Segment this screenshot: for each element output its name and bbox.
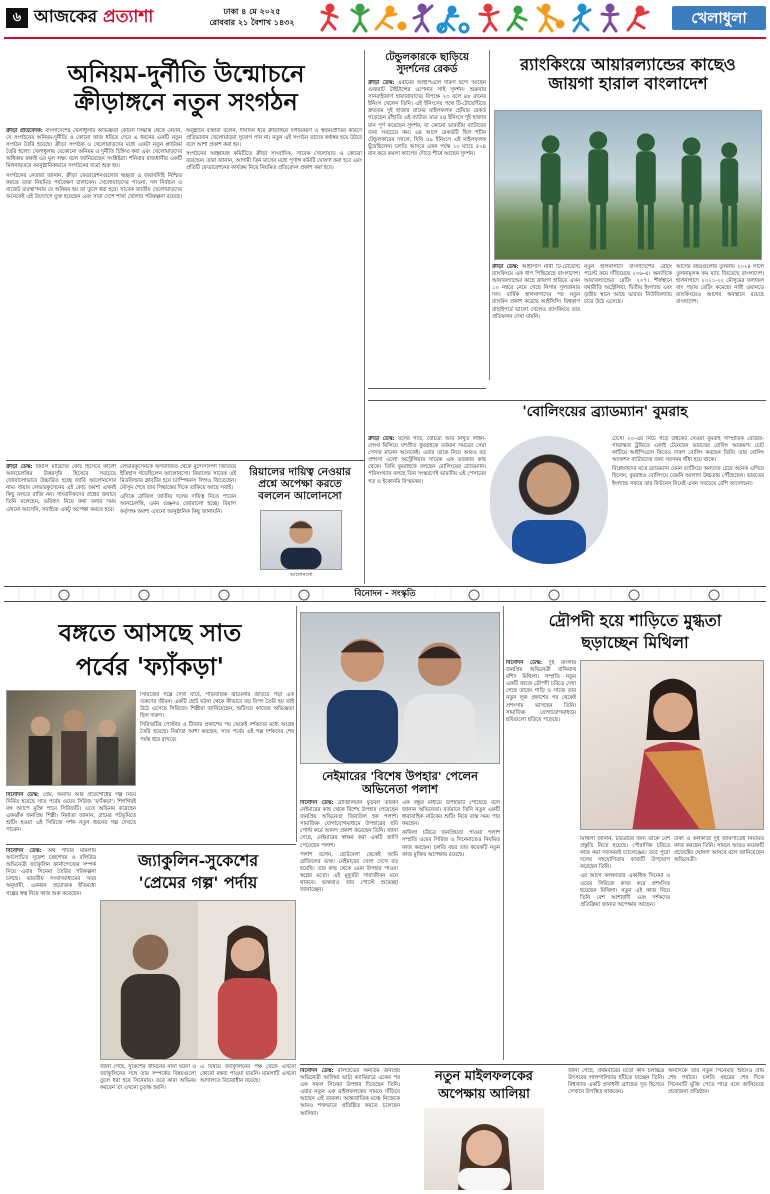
fyankra-dateline: বিনোদন ডেস্ক: bbox=[6, 792, 40, 798]
two-men-portrait-icon bbox=[301, 612, 499, 764]
fyankra-col-1 bbox=[140, 692, 294, 840]
jacqueline-dateline: বিনোদন ডেস্ক: bbox=[6, 848, 42, 854]
fyankra-body-3: সিরিজটির পোস্টার ও টিজার প্রকাশের পর থেকেই দর্শকদের মধ্যে আগ্রহ তৈরি হয়েছে। নির্মাতা আশা করছেন, সাত পর্বের এই গল্প দর্শকদের শেষ পর্যন্ত ধরে রাখবে। bbox=[140, 722, 294, 743]
mithila-body-1: দুই বাংলার জনপ্রিয় অভিনেত্রী রাফিয়াথ রশিদ মিথিলা। সম্প্রতি নতুন একটি কাজে দ্রৌপদী চরিত্রে দেখা গেছে তাকে। শাড়ি ও সাজে তার নতুন লুক প্রকাশের পর থেকেই প্রশংসায় ভাসছেন তিনি। সামাজিক যোগাযোগমাধ্যমে ছবিগুলো ছড়িয়ে পড়েছে। bbox=[506, 660, 576, 723]
jacqueline-body-1: অর্থ পাচার মামলায় আলোচিত সুকেশ চন্দ্রশেখর ও বলিউড অভিনেত্রী জ্যাকুলিন ফার্নান্দেজের সম্পর্ক নিয়ে এবার সিনেমা তৈরির পরিকল্পনা চলছে। ভারতীয় সংবাদমাধ্যমের খবর অনুযায়ী, একজন প্রযোজক ইতিমধ্যে গল্পের স্বত্ব নিয়ে কাজ শুরু করেছেন। bbox=[6, 848, 96, 897]
ireland-headline-line2: জায়গা হারাল বাংলাদেশ bbox=[548, 73, 708, 93]
sports-org-body-4: সংগঠনের আহ্বায়ক কমিটিতে ক্রীড়া সাংবাদিক, সাবেক খেলোয়াড় ও কোচরা রয়েছেন। তারা জানান, আগামী তিন মাসের মধ্যে পূর্ণাঙ্গ কমিটি ঘোষণা করা হবে এবং প্রতিটি ফেডারেশনের কার্যক্রম নিয়ে নিয়মিত প্রতিবেদন প্রকাশ করা হবে। bbox=[186, 151, 362, 172]
mithila-col-1 bbox=[506, 660, 576, 1056]
paper-name-b: প্রত্যাশা bbox=[103, 7, 154, 27]
palash-body-3: এক বন্ধুর মাধ্যমে উপহারটি পৌঁছেছে বলে জানান অভিনেতা। বর্তমানে তিনি নতুন একটি ধারাবাহিক নাটকের শুটিং নিয়ে ব্যস্ত সময় পার করছেন। bbox=[402, 800, 500, 828]
bumrah-col-2 bbox=[612, 436, 764, 582]
alia-dateline: বিনোদন ডেস্ক: bbox=[300, 1068, 334, 1074]
ireland-col-1 bbox=[492, 264, 580, 380]
fyankra-body-1: প্রেম, অন্যায় আর প্রতিশোধের গল্প নিয়ে নির্মিত হয়েছে সাত পর্বের ওয়েব সিরিজ 'ফ্যাঁকড়া'। শিগগিরই বঙ্গ অ্যাপে মুক্তি পাবে সিরিজটি। এতে অভিনয় করেছেন একঝাঁক জনপ্রিয় শিল্পী। নির্মাতা জানান, গ্রামের পটভূমিতে শুটিং হওয়া এই সিরিজে দর্শক নতুন ধরনের গল্প দেখতে পাবেন। bbox=[6, 792, 136, 834]
ireland-body-2: নতুন হালনাগাদে বাংলাদেশের রেটিং পয়েন্ট কমে দাঁড়িয়েছে ২০৬-এ। অন্যদিকে আয়ারল্যান্ডের রেটিং ২০৭। শীর্ষস্থানে যথারীতি অস্ট্রেলিয়া, দ্বিতীয় ইংল্যান্ড এবং তৃতীয় স্থানে আছে ভারত। নিউজিল্যান্ড চারে উঠে এসেছে। bbox=[584, 264, 672, 306]
ireland-col-3 bbox=[676, 264, 764, 380]
sports-org-body-3: অনুষ্ঠানে বক্তারা বলেন, দীর্ঘদিন ধরে ক্রীড়াঙ্গনে দলীয়করণ ও স্বজনপ্রীতির কারণে প্রতিভাবান খেলোয়াড়রা সুযোগ পান না। নতুন এই সংগঠন তাদের কণ্ঠস্বর হয়ে উঠবে বলে আশা প্রকাশ করা হয়। bbox=[186, 128, 362, 149]
sports-org-body-2: সংগঠনের নেতারা জানান, ক্রীড়া ফেডারেশনগুলোর স্বচ্ছতা ও জবাবদিহি নিশ্চিত করতে তারা নিয়মিত পর্যবেক্ষণ চালাবেন। খেলোয়াড়দের পাওনা, দল নির্বাচন ও বাজেট ব্যবস্থাপনায় যে অনিয়ম হয় তা তুলে ধরা হবে। সাবেক জাতীয় খেলোয়াড়দের অনেকেই এই উদ্যোগে যুক্ত হয়েছেন এবং সারা দেশে শাখা খোলার পরিকল্পনা রয়েছে। bbox=[6, 172, 182, 200]
ireland-col-2 bbox=[584, 264, 672, 380]
date-line bbox=[198, 6, 306, 28]
mithila-headline-line1: দ্রৌপদী হয়ে শাড়িতে মুগ্ধতা bbox=[548, 611, 722, 630]
actress-portrait-icon bbox=[424, 1108, 544, 1190]
palash-headline: নেইমারের 'বিশেষ উপহার' পেলেন অভিনেতা পলাশ bbox=[321, 769, 478, 797]
sudarshan-headline-line1: টেন্ডুলকারকে ছাড়িয়ে bbox=[385, 52, 469, 63]
page-number: ৬ bbox=[6, 8, 28, 28]
sports-org-headline bbox=[10, 60, 362, 115]
bumrah-headline: 'বোলিংয়ের ব্র্যাডম্যান' বুমরাহ bbox=[522, 404, 688, 420]
date-gregorian: ঢাকা ৪ মে ২০২৫ bbox=[223, 7, 281, 16]
ireland-team-photo bbox=[494, 110, 762, 260]
ireland-dateline: ক্রীড়া ডেস্ক: bbox=[492, 264, 519, 270]
alia-photo bbox=[424, 1108, 544, 1190]
mithila-col-2 bbox=[580, 836, 670, 1056]
mithila-headline bbox=[506, 610, 764, 653]
jacqueline-col-3 bbox=[200, 1064, 296, 1188]
date-bengali: রোববার ২১ বৈশাখ ১৪৩২ bbox=[209, 18, 295, 27]
bumrah-photo bbox=[490, 436, 608, 564]
jacqueline-col-1 bbox=[6, 848, 96, 1188]
palash-col-2 bbox=[402, 800, 500, 1060]
alia-body-3: অন্যদিকে তার নতুন সিনেমার শুটিংও প্রায় শেষ পর্যায়ে। চলতি বছরের শেষ দিকে সিনেমাটি মুক্তি পেতে পারে বলে জানিয়েছে প্রযোজনা প্রতিষ্ঠান। bbox=[668, 1068, 764, 1096]
ireland-body-3: আগের বছরগুলোর তুলনায় ২০২৪ সালে তুলনামূলক কম ম্যাচ জিতেছে বাংলাদেশ। হালনাগাদে ২০২১-২২ মৌসুমের ফলাফল বাদ পড়ায় রেটিং কমেছে। নারী ওয়ানডে র‌্যাংকিংয়েও আগের অবস্থানে রয়েছে বাংলাদেশ। bbox=[676, 264, 764, 306]
cricketer-portrait-icon bbox=[490, 436, 608, 564]
cricket-players-icon bbox=[495, 110, 761, 260]
mithila-headline-line2: ছড়াচ্ছেন মিথিলা bbox=[581, 632, 689, 652]
alia-col-1 bbox=[300, 1068, 400, 1188]
fyankra-headline-line1: বঙ্গতে আসছে সাত bbox=[58, 618, 242, 647]
alia-headline-line2: অপেক্ষায় আলিয়া bbox=[438, 1086, 530, 1102]
alia-headline bbox=[404, 1068, 564, 1103]
paper-name-a: আজকের bbox=[34, 7, 98, 27]
alonso-headline-line2: প্রশ্নে অপেক্ষা করতে bbox=[258, 478, 342, 491]
alonso-headline-line1: রিয়ালের দায়িত্ব নেওয়ার bbox=[249, 466, 351, 478]
alonso-body-1: রিয়াল মাদ্রিদের কোচ হিসেবে কার্লো আনচেলত্তির উত্তরসূরি হিসেবে সবচেয়ে জোরালোভাবে উচ্চারিত হচ্ছে জাবি আলোনসোর নাম। বায়ার লেভারকুসেনের এই কোচ অবশ্য এখনই কিছু বলতে রাজি নন। সাংবাদিকদের প্রশ্নের জবাবে তিনি বলেছেন, ভবিষ্যৎ নিয়ে কথা বলার সময় এখনো আসেনি, সবাইকে একটু অপেক্ষা করতে হবে। bbox=[6, 464, 116, 513]
jacqueline-headline bbox=[100, 850, 296, 895]
alia-body-2: জানা গেছে, প্রথমবারের মতো কান চলচ্চিত্র উৎসবের লালগালিচায় হাঁটতে যাচ্ছেন তিনি। বিশ্বখ্যাত একটি প্রসাধনী ব্র্যান্ডের দূত হিসেবে সেখানে উপস্থিত থাকবেন। bbox=[568, 1068, 664, 1096]
alonso-headline-line3: বললেন আলোনসো bbox=[258, 490, 342, 503]
jacqueline-body-2: জানা গেছে, সুকেশের জীবনের নানা ঘটনা ও জ্যাকুলিনের সঙ্গে তার সম্পর্কের বিষয়গুলো তুলে ধরা হবে সিনেমায়। তবে কারা অভিনয় করবেন তা এখনো চূড়ান্ত হয়নি। bbox=[100, 1064, 196, 1092]
alia-col-2 bbox=[568, 1068, 664, 1188]
alonso-caption: আলোনসো bbox=[289, 572, 313, 578]
mithila-body-2: মিথিলা জানান, চরিত্রটির জন্য তাকে বেশ প্রস্তুতি নিতে হয়েছে। পৌরাণিক চরিত্রে কাজ করা সবসময়ই চ্যালেঞ্জের। তবে পুরো দলের সহযোগিতায় কাজটি উপভোগ করেছেন তিনি। bbox=[580, 836, 670, 871]
sudarshan-headline-line2: সুদর্শনের রেকর্ড bbox=[396, 63, 458, 75]
jacqueline-headline-line2: 'প্রেমের গল্প' পর্দায় bbox=[138, 873, 258, 893]
jacqueline-body-3: এ বিষয়ে জ্যাকুলিনের পক্ষ থেকে এখনো কোনো মন্তব্য পাওয়া যায়নি। মামলাটি এখনো আদালতে বিচারাধীন রয়েছে। bbox=[200, 1064, 296, 1085]
fyankra-poster bbox=[6, 690, 136, 786]
entertainment-band bbox=[4, 586, 766, 602]
sports-org-col-1 bbox=[6, 128, 182, 458]
sudarshan-col bbox=[368, 80, 486, 386]
jacqueline-col-2 bbox=[100, 1064, 196, 1188]
mithila-dateline: বিনোদন ডেস্ক: bbox=[506, 660, 543, 666]
couple-portrait-icon bbox=[101, 900, 295, 1060]
masthead bbox=[0, 0, 770, 36]
sports-org-dateline: ক্রীড়া প্রতিবেদক: bbox=[6, 128, 43, 134]
mithila-body-4: ঢাকা ও কলকাতা দুই জায়গাতেই নিয়মিত কাজ করছেন তিনি। সামনে আরও কয়েকটি প্রজেক্টের ঘোষণা আসবে বলে জানিয়েছেন অভিনেত্রী। bbox=[674, 836, 764, 864]
bumrah-dateline: ক্রীড়া ডেস্ক: bbox=[368, 436, 395, 442]
mithila-body-3: এর আগে কলকাতার একাধিক সিনেমা ও ওয়েব সিরিজে কাজ করে প্রশংসিত হয়েছেন মিথিলা। নতুন এই কাজ নিয়ে তিনি বেশ আশাবাদী এবং দর্শকদের প্রতিক্রিয়া জানার অপেক্ষায় আছেন। bbox=[580, 873, 670, 908]
alonso-col-2 bbox=[120, 464, 236, 582]
fyankra-body-2: সিরিজের গল্পে দেখা যাবে, পারিবারিক ঝামেলায় জড়িয়ে পড়া এক তরুণের জীবন। একটি ছোট ঘটনা থেকে কীভাবে বড় বিপদ তৈরি হয় তাই উঠে এসেছে সিরিজে। শিল্পীরা জানিয়েছেন, শুটিংয়ে কাজের অভিজ্ঞতা ছিল দারুণ। bbox=[140, 692, 294, 720]
ireland-headline-line1: র‌্যাংকিংয়ে আয়ারল্যান্ডের কাছেও bbox=[520, 55, 736, 74]
alonso-photo bbox=[260, 510, 342, 570]
actress-saree-portrait-icon bbox=[581, 660, 763, 830]
coach-portrait-icon bbox=[261, 510, 341, 570]
sudarshan-headline bbox=[368, 52, 486, 75]
palash-photo bbox=[300, 612, 500, 764]
bumrah-body-3: বিশ্লেষকদের মতে ব্র্যাডম্যান যেমন ব্যাটিংয়ে অন্যদের চেয়ে অনেক এগিয়ে ছিলেন, বুমরাহও বোলিংয়ে তেমনি আলাদা উচ্চতায় পৌঁছেছেন। ভারতের ইংল্যান্ড সফরে তার ফিটনেস নিয়েই এখন সবচেয়ে বেশি আলোচনা। bbox=[612, 466, 764, 487]
alonso-col-1 bbox=[6, 464, 116, 582]
alia-body-1: বলিউডের অন্যতম জনপ্রিয় অভিনেত্রী আলিয়া ভাট। ক্যারিয়ারে একের পর এক সফল সিনেমা উপহার দিয়েছেন তিনি। এবার নতুন এক মাইলফলকের সামনে দাঁড়িয়ে আছেন এই তারকা। আন্তর্জাতিক মঞ্চে নিজেকে আরও শক্তভাবে প্রতিষ্ঠিত করতে চলেছেন আলিয়া। bbox=[300, 1068, 400, 1117]
sport-pictograms bbox=[318, 2, 668, 34]
sudarshan-body: এবারের আইপিএলে দারুণ ছন্দে আছেন গুজরাট টাইটান্সের ওপেনার সাই সুদর্শন। শুক্রবার সানরাইজার্স হায়দরাবাদের বিপক্ষে ২৩ বলে ৪৮ রানের ইনিংস খেলেন তিনি। এই ইনিংসের পথে টি-টোয়েন্টিতে দ্রুততম দুই হাজার রানের মাইলফলক ছোঁয়ার রেকর্ড গড়েছেন বাঁহাতি এই ব্যাটার। মাত্র ৫৪ ইনিংসে দুই হাজার রান পূর্ণ করেছেন সুদর্শন, যা কোনো ভারতীয় ব্যাটারের জন্য সবচেয়ে কম। এর আগে রেকর্ডটি ছিল শচীন টেন্ডুলকারের দখলে, যিনি ৫৯ ইনিংসে এই মাইলফলক ছুঁয়েছিলেন। চলতি আসরে এখন পর্যন্ত ১০ ম্যাচে ৫০৪ রান করে কমলা ক্যাপের দৌড়ে শীর্ষে আছেন সুদর্শন। bbox=[368, 80, 486, 157]
ireland-body-1: আইসিসি নারী টি-টোয়েন্টি র‌্যাংকিংয়ে এক ধাপ পিছিয়েছে বাংলাদেশ। আয়ারল্যান্ডের কাছে জায়গা হারিয়ে এখন ১০ নম্বরে নেমে গেছে নিগার সুলতানার দল। বার্ষিক হালনাগাদের পর নতুন র‌্যাংকিং প্রকাশ করেছে আইসিসি। বিশ্বকাপ বাছাইপর্বে ভালো খেলেও র‌্যাংকিংয়ে তার প্রতিফলন দেখা যায়নি। bbox=[492, 264, 580, 320]
sports-org-headline-line1: অনিয়ম-দুর্নীতি উন্মোচনে bbox=[67, 59, 305, 88]
alonso-body-2: লেভারকুসেনকে অপরাজিত থেকে বুন্দেসলিগা জিতিয়ে ইতিহাস গড়েছিলেন আলোনসো। রিয়ালের সাবেক এই মিডফিল্ডার ক্লাবটির হয়ে চ্যাম্পিয়নস লিগও জিতেছেন। মৌসুম শেষে তার সিদ্ধান্তের দিকে তাকিয়ে আছে সবাই। bbox=[120, 464, 236, 492]
sports-org-body-1: বাংলাদেশের খেলাধুলার অভিজ্ঞতা কোনো সিদ্ধান্ত থেকে নেয়নি, যে সংগঠনের অনিয়ম-দুর্নীতি ও কোনো কাজ ধরিয়ে দেবে এ ধরনের একটি নতুন সংগঠন তৈরি হয়েছে। ক্রীড়া সংগঠক ও খেলোয়াড়দের মধ্যে একটা নতুন প্ল্যাটফর্ম তৈরি হলো। খেলাধুলায় যেকোনো অনিয়ম ও দুর্নীতি চিহ্নিত করা এবং খেলোয়াড়দের অধিকার রক্ষাই এর মূল লক্ষ্য বলে জানিয়েছেন সংশ্লিষ্টরা। শনিবার রাজধানীর একটি মিলনায়তনে আনুষ্ঠানিকভাবে সংগঠনের যাত্রা শুরু হয়। bbox=[6, 128, 182, 170]
palash-body-2: পলাশ বলেন, ছোটবেলা থেকেই আমি ব্রাজিলের ভক্ত। নেইমারের খেলা দেখে বড় হয়েছি। তার কাছ থেকে এমন উপহার পাওয়া স্বপ্নের মতো। এই মুহূর্তটা সারাজীবন মনে থাকবে। ভক্তরাও তার পোস্টে শুভেচ্ছা জানাচ্ছেন। bbox=[300, 851, 398, 894]
fyankra-headline bbox=[10, 616, 290, 683]
palash-body-1: ব্রাজিলিয়ান ফুটবল তারকা নেইমারের কাছ থেকে বিশেষ উপহার পেয়েছেন জনপ্রিয় অভিনেতা জিয়াউল হক পলাশ। সামাজিক যোগাযোগমাধ্যমে উপহারের ছবি পোস্ট করে আনন্দ প্রকাশ করেছেন তিনি। জানা গেছে, নেইমারের স্বাক্ষর করা একটি জার্সি পেয়েছেন পলাশ। bbox=[300, 800, 398, 849]
sports-org-headline-line2: ক্রীড়াঙ্গনে নতুন সংগঠন bbox=[74, 86, 298, 116]
alonso-body-3: এদিকে ব্রাজিল জাতীয় দলের দায়িত্ব নিতে পারেন আনচেলত্তি, এমন গুঞ্জনও জোরালো হচ্ছে। রিয়াল কর্তৃপক্ষ অবশ্য এখনো আনুষ্ঠানিক কিছু জানায়নি। bbox=[120, 494, 236, 515]
alonso-dateline: ক্রীড়া ডেস্ক: bbox=[6, 464, 33, 470]
paper-logo bbox=[34, 6, 153, 28]
palash-body-4: কাবিলা চরিত্রে জনপ্রিয়তা পাওয়া পলাশ সম্প্রতি ওয়েব সিরিজ ও সিনেমাতেও নিয়মিত কাজ করছেন। চলতি বছর তার কয়েকটি নতুন কাজ মুক্তির অপেক্ষায় রয়েছে। bbox=[402, 830, 500, 858]
palash-col-1 bbox=[300, 800, 398, 1060]
alonso-headline bbox=[238, 466, 362, 502]
fyankra-headline-line2: পর্বের 'ফ্যাঁকড়া' bbox=[76, 651, 224, 681]
mithila-photo bbox=[580, 660, 764, 830]
alia-col-3 bbox=[668, 1068, 764, 1188]
alia-headline-line1: নতুন মাইলফলকের bbox=[435, 1069, 533, 1084]
sports-org-col-2 bbox=[186, 128, 362, 458]
bumrah-body-1: বলের গতি, বৈচিত্র্য আর নিখুঁত লাইন-লেংথ মিলিয়ে যশপ্রীত বুমরাহকে বর্তমান সময়ের সেরা পেসার মানেন অনেকেই। এবার তাকে নিয়ে আরও বড় প্রশংসা এলো অস্ট্রেলিয়ার সাবেক এক তারকার কাছ থেকে। তিনি বুমরাহকে বলছেন বোলিংয়ের ব্র্যাডম্যান। পরিসংখ্যান বলছে তিন সংস্করণেই ভারতীয় এই পেসারের গড় ও ইকোনমি বিস্ময়কর। bbox=[368, 436, 486, 485]
palash-dateline: বিনোদন ডেস্ক: bbox=[300, 800, 334, 806]
section-title: খেলাধুলা bbox=[672, 6, 766, 30]
ireland-headline bbox=[492, 56, 764, 94]
bumrah-body-2: টেস্টে ২০-এর নিচে গড়ে উইকেট নেওয়া বুমরাহ সাম্প্রতিক বোর্ডার-গাভাস্কার ট্রফিতে একাই টেনেছেন ভারতের বোলিং আক্রমণ। চোট কাটিয়ে আইপিএলে ফিরেও দারুণ বোলিং করছেন তিনি। তার বোলিং অ্যাকশন ব্যাটারদের জন্য সবসময় ধাঁধা হয়ে থাকে। bbox=[612, 436, 764, 464]
sudarshan-dateline: ক্রীড়া ডেস্ক: bbox=[368, 80, 395, 86]
web-series-poster-icon bbox=[7, 690, 135, 786]
sport-figures-icon bbox=[318, 2, 668, 34]
bumrah-col-1 bbox=[368, 436, 486, 582]
entertainment-band-label: বিনোদন - সংস্কৃতি bbox=[335, 588, 435, 601]
fyankra-col-2 bbox=[6, 792, 136, 840]
jacqueline-photo bbox=[100, 900, 296, 1060]
mithila-col-3 bbox=[674, 836, 764, 1056]
jacqueline-headline-line1: জ্যাকুলিন-সুকেশের bbox=[137, 851, 259, 870]
